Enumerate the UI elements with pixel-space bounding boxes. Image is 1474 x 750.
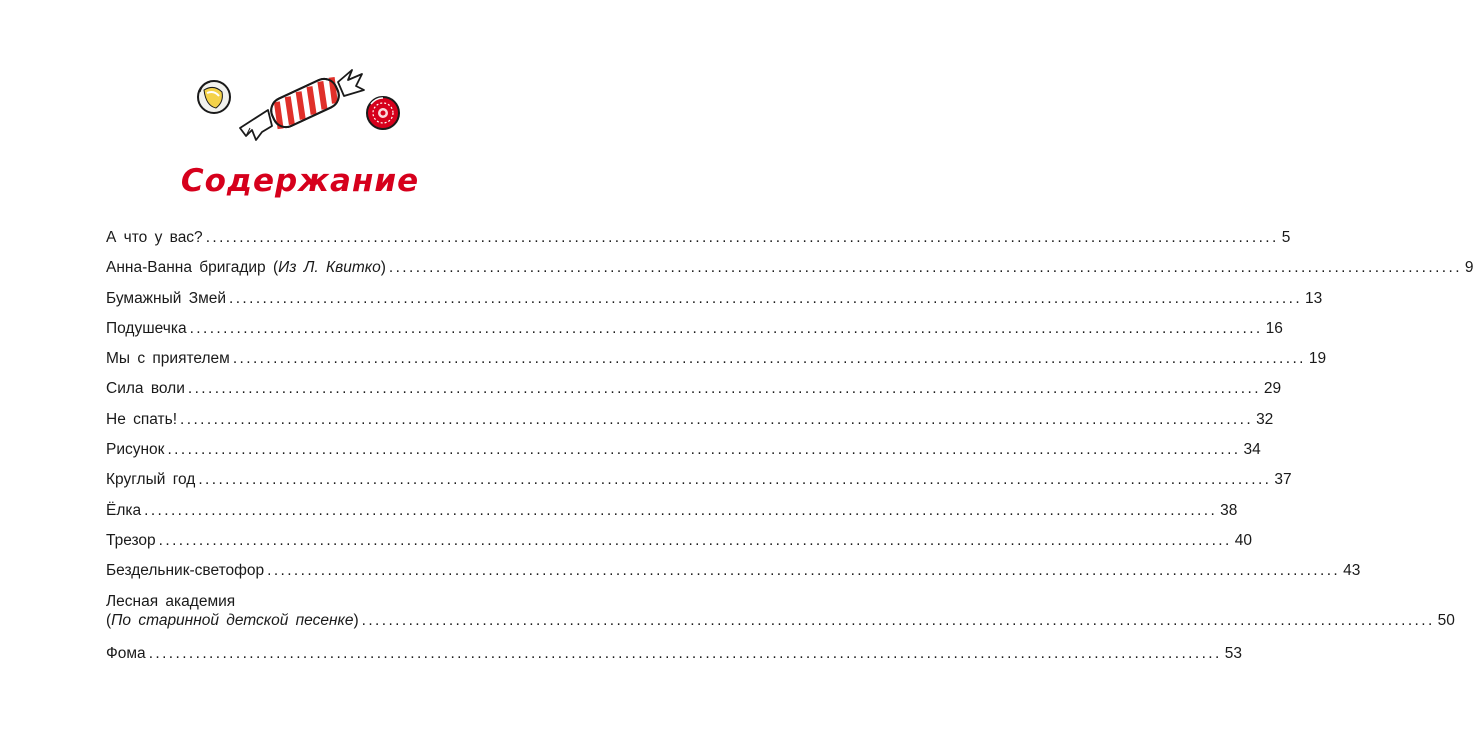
toc-entry[interactable] — [106, 592, 1455, 644]
leader-dots — [188, 379, 1261, 398]
red-candy-icon — [367, 97, 399, 129]
toc-entry-label — [106, 531, 156, 550]
toc-entry[interactable] — [106, 470, 1292, 500]
toc-entry[interactable] — [106, 379, 1282, 409]
toc-entry-note — [106, 611, 359, 630]
toc-entry-page: 50 — [1437, 611, 1455, 629]
toc-entry-title: Бумажный Змей — [106, 289, 227, 307]
toc-entry-page: 13 — [1305, 289, 1323, 307]
note-paren-open: ( — [272, 259, 279, 277]
leader-dots — [229, 289, 1302, 308]
leader-dots — [389, 258, 1462, 277]
leader-dots — [206, 228, 1279, 247]
toc-entry-title: Рисунок — [106, 441, 165, 459]
leader-dots — [190, 319, 1263, 338]
toc-entry-title: Не спать! — [106, 410, 178, 428]
toc-entry[interactable] — [106, 501, 1238, 531]
toc-entry-label — [106, 319, 187, 338]
toc-entry-title: Трезор — [106, 531, 156, 549]
toc-entry-label — [106, 470, 195, 489]
leader-dots — [233, 349, 1306, 368]
toc-entry[interactable] — [106, 289, 1323, 319]
toc-entry-title: Фома — [106, 644, 146, 662]
leader-dots — [362, 611, 1435, 630]
leader-dots — [144, 501, 1217, 520]
note-paren-close: ) — [380, 259, 386, 277]
wrapped-candy-icon — [240, 70, 364, 140]
toc-entry[interactable] — [106, 258, 1474, 288]
note-paren-close: ) — [353, 611, 359, 629]
toc-entry-page: 34 — [1243, 441, 1261, 459]
toc-entry-label — [106, 349, 230, 368]
toc-entry-page: 37 — [1274, 471, 1292, 489]
toc-entry[interactable] — [106, 644, 1242, 674]
toc-entry-page: 40 — [1234, 531, 1252, 549]
note-paren-open: ( — [106, 611, 112, 629]
toc-entry-label — [106, 410, 177, 429]
toc-entry-title: А что у вас? — [106, 229, 203, 246]
toc-entry-page: 9 — [1464, 259, 1474, 277]
toc-entry[interactable] — [106, 531, 1252, 561]
toc-entry[interactable] — [106, 319, 1283, 349]
toc-entry-page: 5 — [1281, 229, 1291, 246]
round-candy-icon — [198, 81, 230, 113]
toc-entry[interactable] — [106, 228, 1291, 258]
toc-entry-page: 29 — [1263, 380, 1282, 398]
toc-entry-title: Бездельник-светофор — [106, 562, 265, 580]
toc-entry-title: Круглый год — [106, 471, 196, 489]
leader-dots — [180, 410, 1253, 429]
toc-entry-title: Ёлка — [106, 501, 142, 519]
toc-entry-label — [106, 440, 164, 459]
toc-entry-label — [106, 258, 386, 277]
toc-entry-page: 53 — [1224, 644, 1242, 662]
toc-entry-title: Подушечка — [106, 319, 187, 337]
leader-dots — [159, 531, 1232, 550]
toc-entry-title: Анна-Ванна бригадир — [106, 259, 266, 277]
toc-entry-page: 38 — [1220, 501, 1238, 519]
table-of-contents — [106, 228, 1474, 674]
toc-entry-label — [106, 501, 141, 520]
toc-entry-label — [106, 228, 203, 247]
toc-entry-title: Лесная академия — [106, 592, 236, 610]
toc-entry[interactable] — [106, 410, 1274, 440]
toc-entry-page: 16 — [1265, 319, 1283, 337]
toc-entry-page: 19 — [1308, 350, 1327, 368]
toc-entry-note-text: По старинной детской песенке — [111, 611, 354, 629]
page-title: Содержание — [180, 163, 420, 199]
leader-dots — [167, 440, 1240, 459]
toc-entry[interactable] — [106, 349, 1327, 379]
toc-entry-title: Сила воли — [106, 380, 185, 398]
leader-dots — [149, 644, 1222, 663]
toc-entry-label — [106, 561, 264, 580]
toc-entry-label — [106, 379, 185, 398]
toc-entry-label — [106, 289, 226, 308]
candy-illustration — [0, 0, 600, 170]
toc-entry-note-text: Из Л. Квитко — [278, 259, 381, 277]
toc-entry-page: 43 — [1343, 562, 1361, 580]
toc-entry[interactable] — [106, 561, 1361, 591]
toc-entry-page: 32 — [1256, 410, 1274, 428]
leader-dots — [267, 561, 1340, 580]
toc-entry-label — [106, 644, 146, 663]
toc-entry[interactable] — [106, 440, 1261, 470]
leader-dots — [198, 470, 1271, 489]
toc-entry-title: Мы с приятелем — [106, 350, 230, 368]
